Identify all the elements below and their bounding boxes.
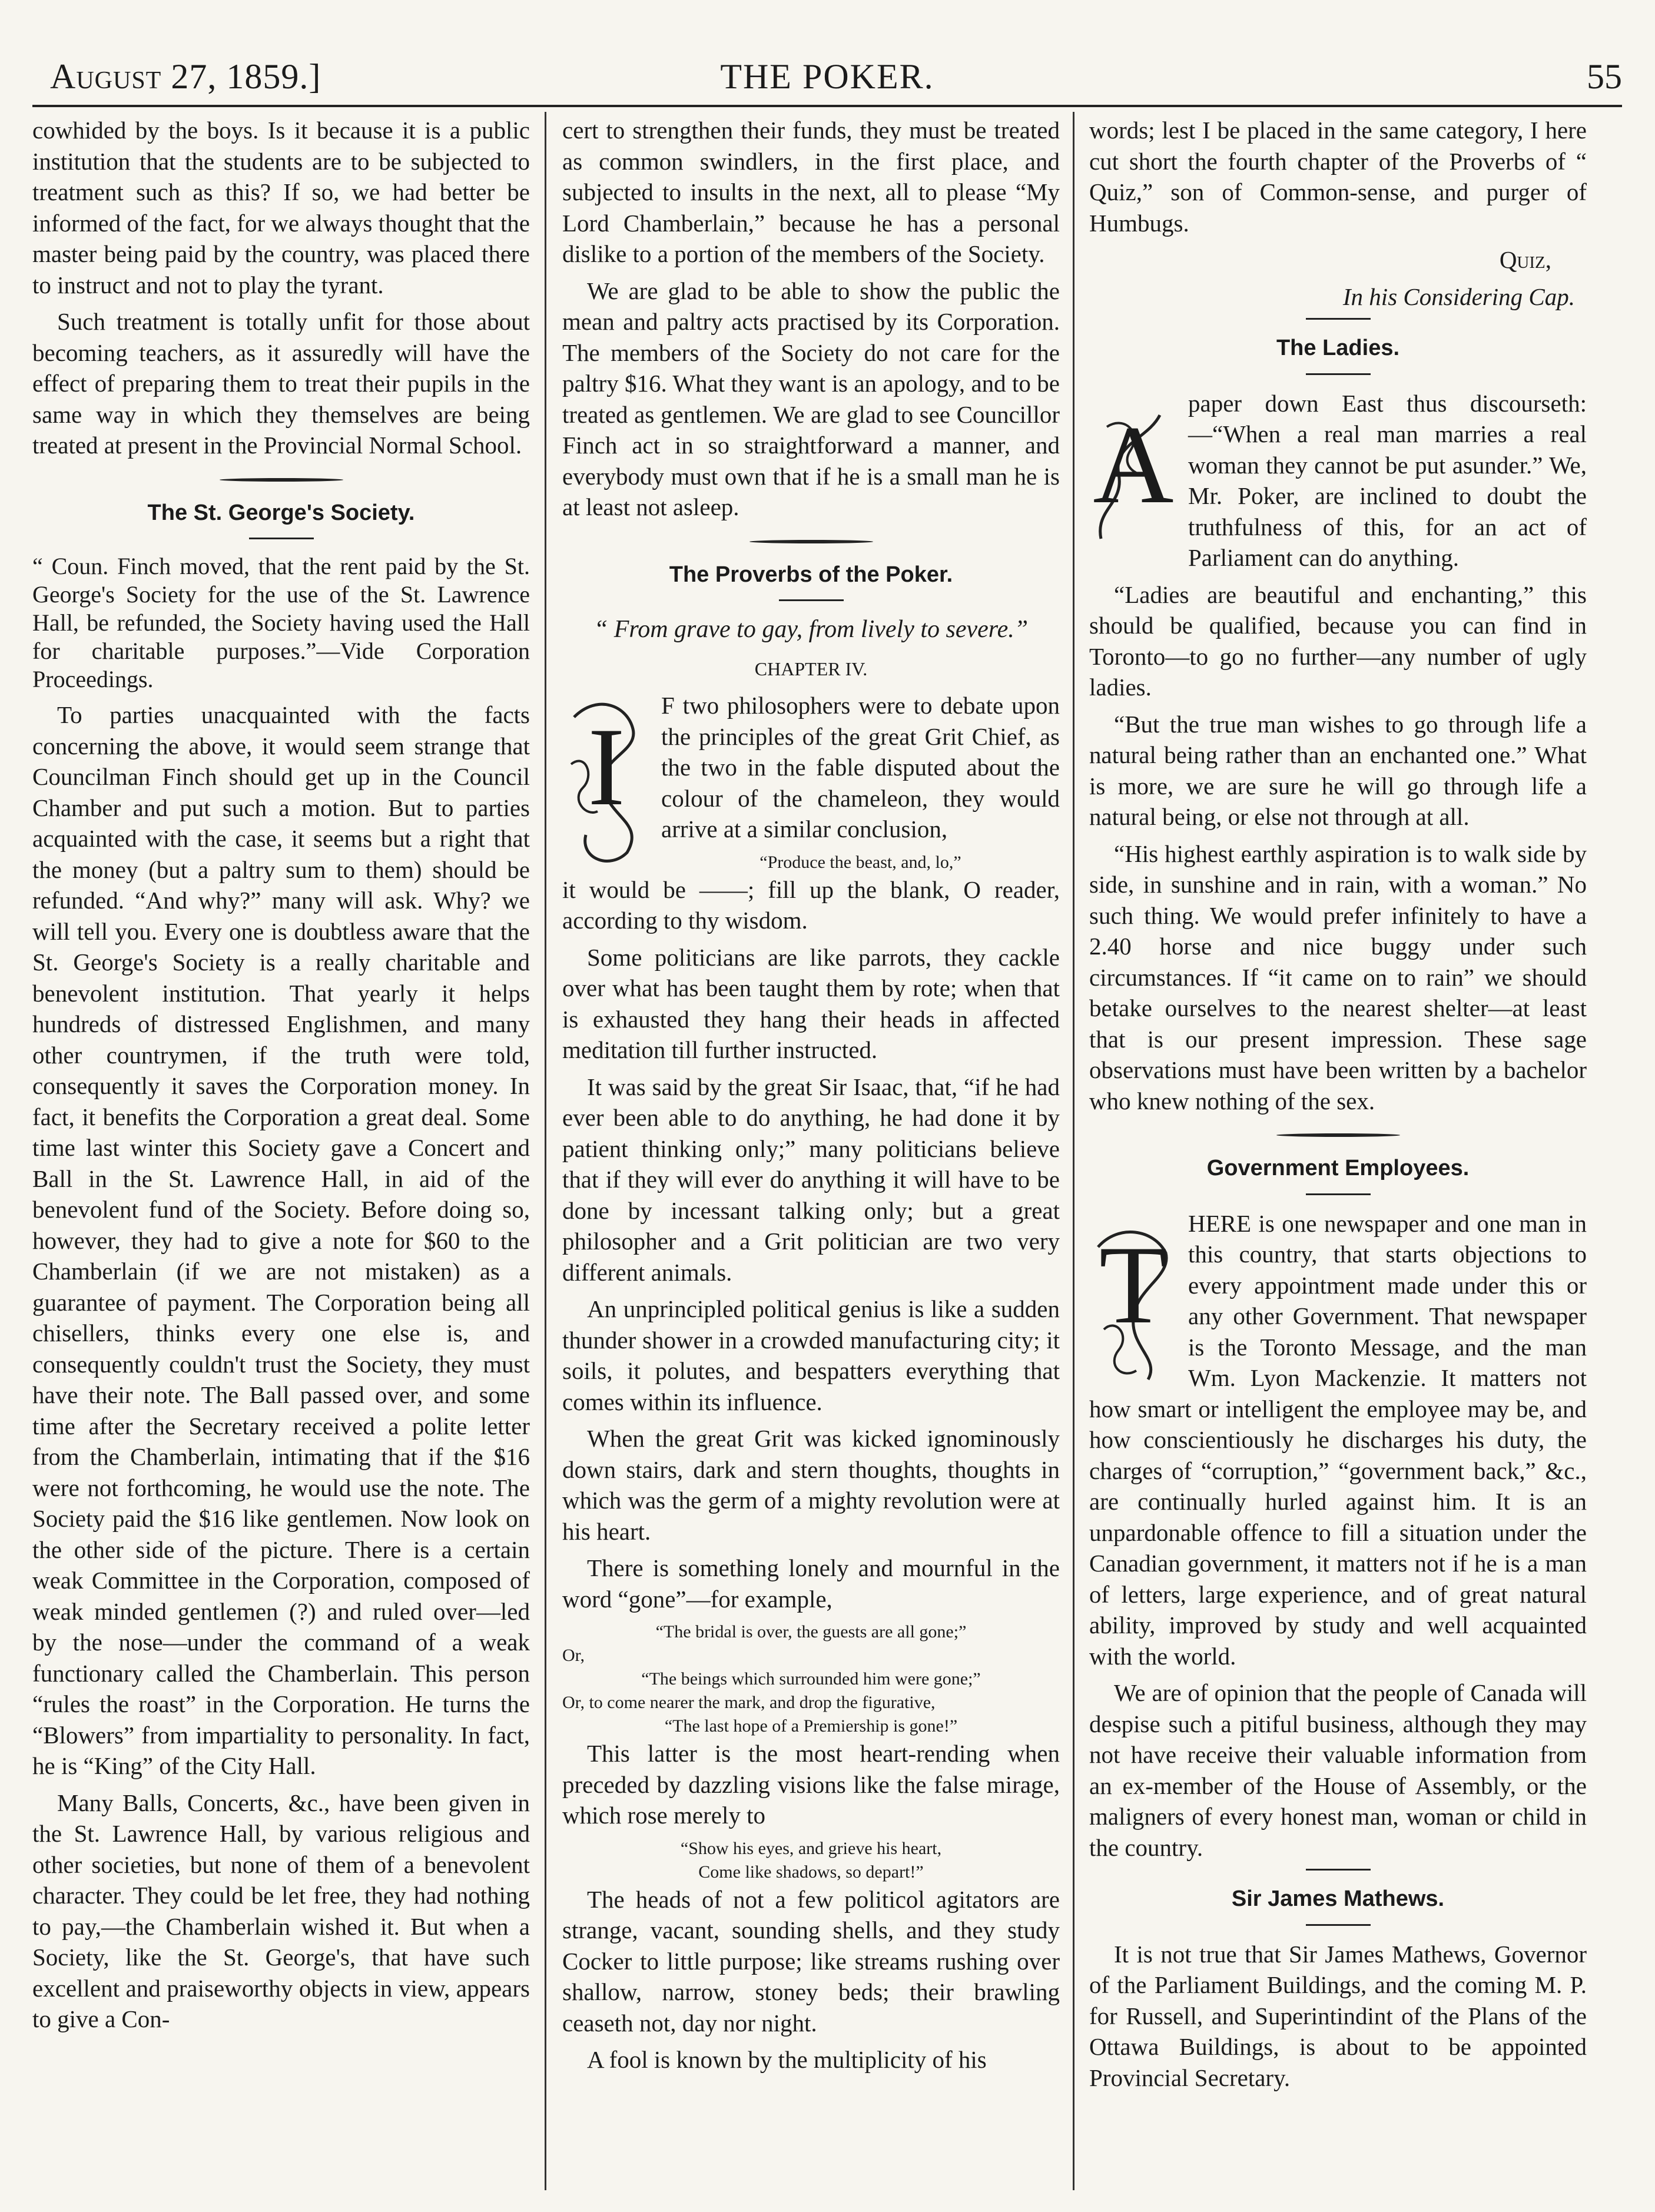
epigraph: “ From grave to gay, from lively to severe.” <box>593 616 1029 643</box>
paragraph: When the great Grit was kicked ignominously down stairs, dark and stern thoughts, thoughts in which was the germ of a mighty revolution were at his heart. <box>562 1425 1060 1545</box>
ornament-divider <box>562 529 1060 555</box>
article-heading: The Proverbs of the Poker. <box>669 562 953 587</box>
column-1 <box>32 115 530 2187</box>
drop-cap-letter: T <box>1099 1223 1168 1347</box>
column-divider <box>545 112 546 2190</box>
paragraph: We are of opinion that the people of Canada will despise such a pitiful business, although they may not have receive their valuable information from an ex-member of the House of Assembly, or the maligners of every honest man, woman or child in the country. <box>1089 1679 1587 1861</box>
paragraph: words; lest I be placed in the same category, I here cut short the fourth chapter of the Proverbs of “ Quiz,” son of Common-sense, and purger of Humbugs. <box>1089 117 1587 237</box>
article-heading: Government Employees. <box>1206 1156 1470 1180</box>
chapter-label: CHAPTER IV. <box>754 658 868 679</box>
ornament-divider <box>1089 1122 1587 1148</box>
paragraph: “But the true man wishes to go through life a natural being rather than an enchanted one.” What is more, we are sure he will go through life a natural being, or else not through at all. <box>1089 710 1587 830</box>
verse-line: “The beings which surrounded him were gone;” <box>641 1669 981 1689</box>
masthead-title: THE POKER. <box>720 57 934 96</box>
divider <box>1306 373 1371 375</box>
divider <box>249 538 314 539</box>
divider <box>779 599 844 601</box>
article-heading: Sir James Mathews. <box>1231 1886 1445 1911</box>
paragraph: “His highest earthly aspiration is to walk side by side, in sunshine and in rain, with a woman.” No such thing. We would prefer infinitely to have a 2.40 horse and nice buggy under such circumstances. If “it came on to rain” we should betake ourselves to the nearest shelter—at least that is our present impression. These sage observations must have been written by a bachelor who knew nothing of the sex. <box>1089 840 1587 1115</box>
paragraph: This latter is the most heart-rending when preceded by dazzling visions like the false mirage, which rose merely to <box>562 1740 1060 1829</box>
verse-line: “Show his eyes, and grieve his heart, <box>680 1838 942 1858</box>
verse-line: “The bridal is over, the guests are all gone;” <box>655 1622 967 1641</box>
paragraph: We are glad to be able to show the public the mean and paltry acts practised by its Corporation. The members of the Society do not care for the paltry $16. What they want is an apology, and to be treated as gentlemen. We are glad to see Councillor Finch act in so straightforward a manner, and everybody must own that if he is a small man he is at least not asleep. <box>562 277 1060 520</box>
paragraph: An unprincipled political genius is like a sudden thunder shower in a crowded manufacturing city; it soils, it polutes, and bespatters everything that comes within its influence. <box>562 1295 1060 1415</box>
paragraph: It is not true that Sir James Mathews, Governor of the Parliament Buildings, and the coming M. P. for Russell, and Superintindint of the Plans of the Ottawa Buildings, is about to be appointed Provincial Secretary. <box>1089 1940 1587 2091</box>
paragraph: “Ladies are beautiful and enchanting,” this should be qualified, because you can find in Toronto—to go no further—any number of ugly ladies. <box>1089 581 1587 701</box>
paragraph: There is something lonely and mournful in the word “gone”—for example, <box>562 1554 1060 1613</box>
verse-line: “The last hope of a Premiership is gone!” <box>664 1716 958 1736</box>
connector-text: Or, to come nearer the mark, and drop the figurative, <box>562 1693 936 1712</box>
drop-cap-letter: I <box>588 705 625 829</box>
paragraph: The heads of not a few politicol agitators are strange, vacant, sounding shells, and they study Cocker to little purpose; like streams rushing over shallow, narrow, stoney beds; their brawling ceaseth not, day nor night. <box>562 1885 1060 2037</box>
ornament-divider <box>32 467 530 493</box>
page-number: 55 <box>1587 57 1622 96</box>
paragraph: Many Balls, Concerts, &c., have been given in the St. Lawrence Hall, by various religious and other societies, but none of them of a benevolent character. They could be let free, they had nothing to pay,—the Chamberlain wished it. But when a Society, like the St. George's, that have such excellent and praiseworthy objects in view, appears to give a Con- <box>32 1789 530 2032</box>
column-3 <box>1089 115 1587 2187</box>
paragraph: cowhided by the boys. Is it because it is a public institution that the students are to be subjected to treatment such as this? If so, we had better be informed of the fact, for we always thought that the master being paid by the country, was placed there to instruct and not to play the tyrant. <box>32 117 530 299</box>
paragraph: Such treatment is totally unfit for those about becoming teachers, as it assuredly will have the effect of preparing them to treat their pupils in the same way in which they themselves are being treated at present in the Provincial Normal School. <box>32 308 530 459</box>
issue-date: August 27, 1859.] <box>50 57 321 96</box>
article-heading: The Ladies. <box>1276 336 1400 360</box>
divider <box>1306 1869 1371 1871</box>
signature: Quiz, <box>1499 246 1551 273</box>
divider <box>1306 1193 1371 1195</box>
paragraph: paper down East thus discourseth:—“When a real man marries a real woman they cannot be put asunder.” We, Mr. Poker, are inclined to doubt the truthfulness of this, for an act of Parliament can do anything. <box>1188 389 1587 571</box>
paragraph: To parties unacquainted with the facts concerning the above, it would seem strange that Councilman Finch should get up in the Council Chamber and put such a motion. But to parties acquainted with the case, it seems but a right that the money (but a paltry sum to them) should be refunded. “And why?” many will ask. Why? we will tell you. Every one is doubtless aware that the St. George's Society is a really charitable and benevolent institution. That yearly it helps hundreds of distressed Englishmen, and many other countrymen, if the truth were told, consequently it saves the Corporation money. In fact, it benefits the Corporation a great deal. Some time last winter this Society gave a Concert and Ball in the St. Lawrence Hall, in aid of the benevolent fund of the Society. Before doing so, however, they had to give a note for $60 to the Chamberlain (if we are not mistaken) as a guarantee of payment. The Corporation being all chisellers, thinks every one else is, and consequently couldn't trust the Society, they must have their note. The Ball passed over, and some time after the Secretary received a polite letter from the Chamberlain, intimating that if the $16 were not forthcoming, he would use the note. The Society paid the $16 like gentlemen. Now look on the other side of the picture. There is a certain weak Committee in the Corporation, composed of weak minded gentlemen (?) and ruled over—led by the nose—under the command of a weak functionary called the Chamberlain. This person “rules the roast” in the Corporation. He turns the “Blowers” from impartiality to personality. In fact, he is “King” of the City Hall. <box>32 701 530 1779</box>
signature-byline: In his Considering Cap. <box>1342 283 1575 310</box>
page-header <box>32 46 1622 107</box>
verse-line: Come like shadows, so depart!” <box>698 1862 924 1882</box>
column-divider <box>1073 112 1074 2190</box>
drop-cap-letter: A <box>1093 403 1174 527</box>
decorative-initial-icon <box>562 694 651 870</box>
paragraph: A fool is known by the multiplicity of his <box>587 2046 987 2073</box>
connector-text: Or, <box>562 1646 585 1665</box>
column-2 <box>562 115 1060 2187</box>
paragraph: F two philosophers were to debate upon the principles of the great Grit Chief, as the two in the fable disputed about the colour of the chameleon, they would arrive at a similar conclusion, <box>661 692 1060 843</box>
paragraph: it would be ——; fill up the blank, O reader, according to thy wisdom. <box>562 875 1060 934</box>
paragraph: It was said by the great Sir Isaac, that, “if he had ever been able to do anything, he had done it by patient thinking only;” many politicians believe that if they will ever do anything it will have to be done by incessant talking only; but a great philosopher and a Grit politician are two very different animals. <box>562 1073 1060 1286</box>
paragraph: cert to strengthen their funds, they must be treated as common swindlers, in the first place, and subjected to insults in the next, all to please “My Lord Chamberlain,” because he has a personal dislike to a portion of the members of the Society. <box>562 117 1060 267</box>
decorative-initial-icon <box>1089 392 1178 568</box>
article-heading: The St. George's Society. <box>147 500 415 525</box>
block-quote: “ Coun. Finch moved, that the rent paid by the St. George's Society for the use of the St. Lawrence Hall, be refunded, the Society having used the Hall for charitable purposes.”—Vide Corporation Proceedings. <box>32 553 530 692</box>
verse-line: “Produce the beast, and, lo,” <box>759 852 961 872</box>
paragraph: HERE is one newspaper and one man in this country, that starts objections to every appointment made under this or any other Government. That newspaper is the Toronto Message, and the man Wm. Lyon Mackenzie. It matters not how smart or intelligent the employee may be, and how conscientiously he discharges his duty, the charges of “corruption,” “government back,” &c., are continually hurled against him. It is an unpardonable offence to fill a situation under the Canadian government, it matters not if he is a man of letters, large experience, and of great natural ability, improved by study and well acquainted with the world. <box>1089 1209 1587 1670</box>
paragraph: Some politicians are like parrots, they cackle over what has been taught them by rote; when that is exhausted they hang their heads in affected meditation till further instructed. <box>562 943 1060 1063</box>
divider <box>1306 1924 1371 1926</box>
divider <box>1306 318 1371 320</box>
decorative-initial-icon <box>1089 1212 1178 1388</box>
